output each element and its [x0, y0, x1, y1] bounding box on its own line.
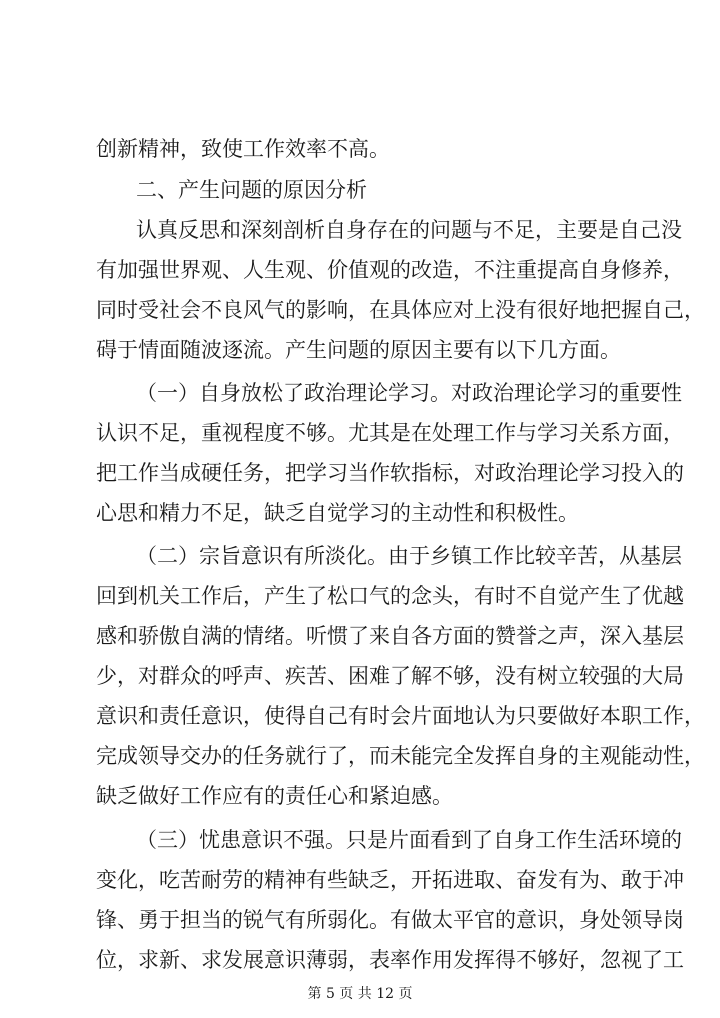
text-line-7: （一）自身放松了政治理论学习。对政治理论学习的重要性 — [136, 381, 682, 405]
section-heading: 二、产生问题的原因分析 — [136, 178, 367, 202]
text-line-6: 碍于情面随波逐流。产生问题的原因主要有以下几方面。 — [96, 338, 621, 362]
text-line-10: 心思和精力不足，缺乏自觉学习的主动性和积极性。 — [96, 501, 579, 525]
text-line-4: 有加强世界观、人生观、价值观的改造，不注重提高自身修养， — [96, 258, 684, 282]
page-number-footer: 第 5 页 共 12 页 — [307, 986, 413, 1002]
text-line-5: 同时受社会不良风气的影响，在具体应对上没有很好地把握自己， — [96, 298, 705, 322]
text-line-13: 感和骄傲自满的情绪。听惯了来自各方面的赞誉之声，深入基层 — [96, 624, 684, 648]
text-line-8: 认识不足，重视程度不够。尤其是在处理工作与学习关系方面， — [96, 421, 684, 445]
text-line-14: 少，对群众的呼声、疾苦、困难了解不够，没有树立较强的大局 — [96, 664, 684, 688]
text-line-1: 创新精神，致使工作效率不高。 — [96, 137, 390, 161]
text-line-20: 锋、勇于担当的锐气有所弱化。有做太平官的意识，身处领导岗 — [96, 908, 684, 932]
text-line-19: 变化，吃苦耐劳的精神有些缺乏，开拓进取、奋发有为、敢于冲 — [96, 868, 684, 892]
text-line-17: 缺乏做好工作应有的责任心和紧迫感。 — [96, 784, 453, 808]
text-line-21: 位，求新、求发展意识薄弱，表率作用发挥得不够好，忽视了工 — [96, 948, 684, 972]
text-line-12: 回到机关工作后，产生了松口气的念头，有时不自觉产生了优越 — [96, 584, 684, 608]
text-line-3: 认真反思和深刻剖析自身存在的问题与不足，主要是自己没 — [136, 218, 682, 242]
text-line-15: 意识和责任意识，使得自己有时会片面地认为只要做好本职工作， — [96, 704, 705, 728]
text-line-9: 把工作当成硬任务，把学习当作软指标，对政治理论学习投入的 — [96, 461, 684, 485]
text-line-11: （二）宗旨意识有所淡化。由于乡镇工作比较辛苦，从基层 — [136, 544, 682, 568]
text-line-18: （三）忧患意识不强。只是片面看到了自身工作生活环境的 — [136, 828, 682, 852]
text-line-16: 完成领导交办的任务就行了，而未能完全发挥自身的主观能动性， — [96, 744, 705, 768]
